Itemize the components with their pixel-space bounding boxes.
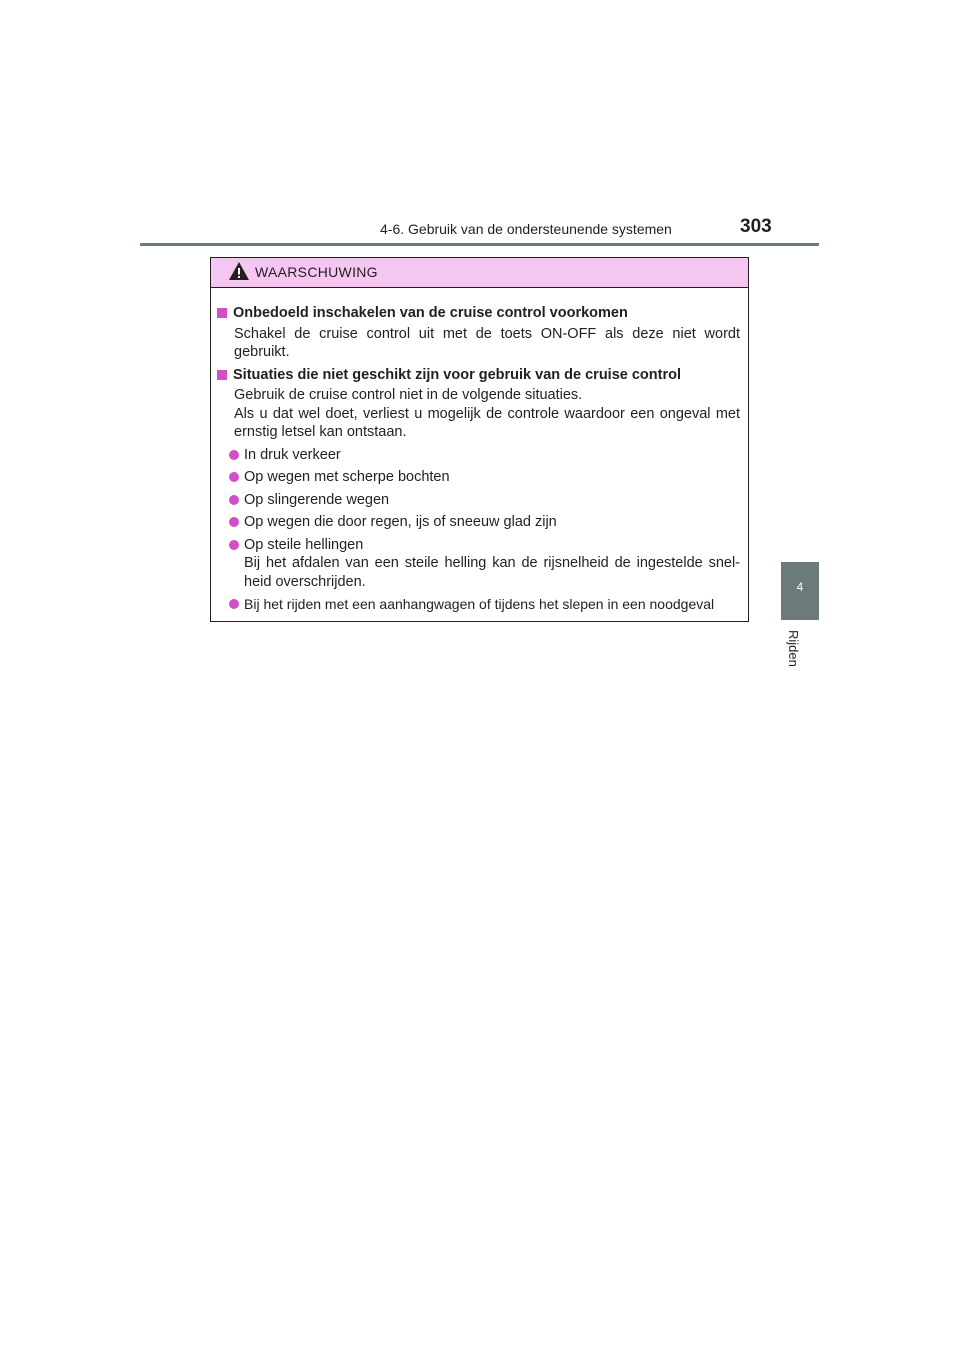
warning-triangle-icon — [228, 261, 250, 281]
list-item — [229, 536, 740, 592]
chapter-label: Rijden — [786, 630, 801, 667]
warning-box — [210, 257, 749, 622]
section-title-text: Situaties die niet geschikt zijn voor gebruik van de cruise control — [233, 366, 681, 383]
round-bullet-icon — [229, 517, 239, 527]
round-bullet-icon — [229, 599, 239, 609]
square-bullet-icon — [217, 370, 227, 380]
warning-header — [211, 258, 748, 288]
chapter-tab — [781, 562, 819, 620]
warning-body — [211, 288, 748, 614]
section-paragraph: Schakel de cruise control uit met de toets ON-OFF als deze niet wordt gebruikt. — [234, 325, 740, 360]
list-item — [229, 491, 740, 510]
round-bullet-icon — [229, 450, 239, 460]
list-item — [229, 446, 740, 465]
section-title-text: Onbedoeld inschakelen van de cruise control voorkomen — [233, 305, 628, 321]
section-paragraph — [234, 386, 740, 442]
list-item-text: Op wegen die door regen, ijs of sneeuw glad zijn — [244, 514, 557, 530]
list-item-detail: Bij het afdalen van een steile helling kan de rijsnelheid de ingestelde snel-heid overschrijden. — [244, 555, 740, 590]
round-bullet-icon — [229, 472, 239, 482]
round-bullet-icon — [229, 495, 239, 505]
list-item — [229, 468, 740, 487]
section-title — [217, 304, 740, 323]
chapter-number: 4 — [796, 580, 804, 594]
list-item — [229, 513, 740, 532]
list-item-text: In druk verkeer — [244, 446, 341, 463]
list-item-text: Op steile hellingen — [244, 536, 364, 553]
list-item-text: Bij het rijden met een aanhangwagen of tijdens het slepen in een noodgeval — [244, 596, 715, 612]
page-number: 303 — [740, 216, 772, 237]
section-title — [217, 366, 740, 385]
list-item — [229, 595, 740, 614]
list-item-text: Op slingerende wegen — [244, 491, 390, 508]
header-rule — [140, 243, 819, 246]
paragraph-line: Gebruik de cruise control niet in de volgende situaties. — [234, 387, 583, 403]
warning-title: WAARSCHUWING — [255, 264, 378, 280]
list-item-body — [244, 536, 740, 592]
paragraph-line: Als u dat wel doet, verliest u mogelijk de controle waardoor een ongeval met ernstig letsel kan ontstaan. — [234, 405, 740, 440]
square-bullet-icon — [217, 308, 227, 318]
list-item-text: Op wegen met scherpe bochten — [244, 469, 450, 485]
round-bullet-icon — [229, 540, 239, 550]
header-title: 4-6. Gebruik van de ondersteunende systemen — [380, 221, 672, 237]
